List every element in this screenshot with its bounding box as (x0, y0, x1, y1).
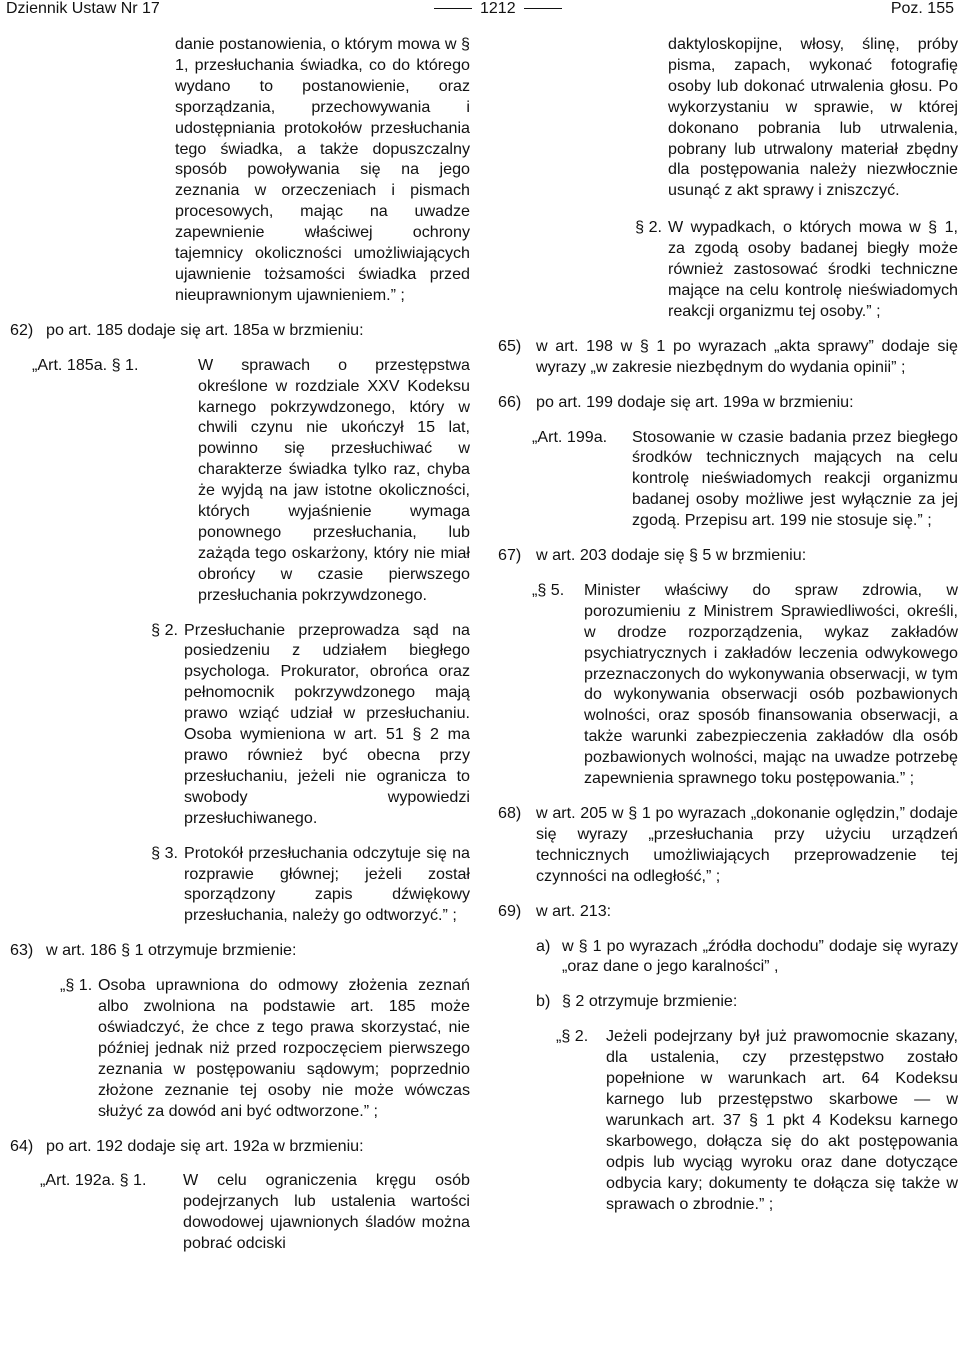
art-192a-continuation: daktyloskopijne, włosy, ślinę, próby pisma, zapach, wykonać fotografię osoby lub dokonać utrwalenia głosu. Po wykorzystaniu w sprawie, w której dokonano pobrania lub utrwalenia, pobrany lub utrwalony materiał zbędny dla postępowania należy niezwłocznie usunąć z akt sprawy i zniszczyć. (668, 35, 958, 200)
page-number (426, 0, 570, 20)
item-67 (498, 545, 958, 566)
art-185a-label: „Art. 185a. § 1. (32, 355, 139, 374)
art-192a-par-1 (10, 1170, 470, 1254)
art-199a-text: Stosowanie w czasie badania przez biegłego środków technicznych mających na celu kontrolę nieświadomych reakcji organizmu badanej osoby możliwe jest wyłącznie za jej zgodą. Przepisu art. 199 nie stosuje się.” ; (632, 427, 958, 530)
item-69-b-text: § 2 otrzymuje brzmienie: (562, 992, 738, 1011)
art-192a-par-2 (498, 217, 958, 322)
item-63 (10, 940, 470, 961)
item-64-text: po art. 192 dodaje się art. 192a w brzmieniu: (46, 1136, 364, 1155)
art-192a-text: W celu ograniczenia kręgu osób podejrzanych lub ustalenia wartości dowodowej ujawnionych śladów można pobrać odciski (183, 1171, 470, 1253)
item-68-text: w art. 205 w § 1 po wyrazach „dokonanie oględzin,” dodaje się wyrazy „przesłuchania przy użyciu urządzeń technicznych umożliwiających przeprowadzenie tej czynności na odległość,” ; (536, 804, 958, 885)
art-186-label: „§ 1. (60, 976, 93, 995)
art-185a-par-1-text: W sprawach o przestępstwa określone w rozdziale XXV Kodeksu karnego pokrzywdzonego, który w chwili czynu nie ukończył 15 lat, powinno się przesłuchiwać w charakterze świadka tylko raz, chyba że wyjdą na jaw istotne okoliczności, których wyjaśnienie wymaga ponownego przesłuchania, lub zażąda tego oskarżony, który nie miał obrońcy w czasie pierwszego przesłuchania pokrzywdzonego. (198, 355, 470, 604)
art-213-label: „§ 2. (556, 1027, 589, 1046)
dash-right (524, 8, 562, 9)
art-185a-par-2-text: Przesłuchanie przeprowadza sąd na posiedzeniu z udziałem biegłego psychologa. Prokurator, obrońca oraz pełnomocnik pokrzywdzonego mają prawo wziąć udział w przesłuchaniu. Osoba wymieniona w art. 51 § 2 ma prawo również być obecna przy przesłuchaniu, jeżeli nie ogranicza to swobody wypowiedzi przesłuchiwanego. (184, 620, 470, 827)
art-192a-label: „Art. 192a. § 1. (40, 1171, 147, 1190)
right-column (498, 34, 958, 1214)
position-number: Poz. 155 (890, 0, 954, 17)
item-63-label: 63) (10, 941, 34, 960)
item-67-label: 67) (498, 546, 522, 565)
item-69-a (498, 936, 958, 978)
item-67-text: w art. 203 dodaje się § 5 w brzmieniu: (536, 546, 807, 565)
page-number-value: 1212 (480, 0, 516, 17)
item-66-text: po art. 199 dodaje się art. 199a w brzmieniu: (536, 392, 854, 411)
item-65 (498, 336, 958, 378)
dash-left (434, 8, 472, 9)
item-62-label: 62) (10, 320, 34, 339)
item-69-label: 69) (498, 901, 522, 920)
art-203-par-5 (498, 580, 958, 789)
item-69-a-text: w § 1 po wyrazach „źródła dochodu” dodaje się wyrazy „oraz dane o jego karalności” , (562, 936, 958, 976)
art-213-text: Jeżeli podejrzany był już prawomocnie skazany, dla ustalenia, czy przestępstwo zostało popełnione w warunkach art. 64 Kodeksu karnego lub przestępstwo skarbowe — w warunkach art. 37 § 1 pkt 4 Kodeksu karnego skarbowego, dołącza się do akt postępowania odpis lub wyciąg wyroku oraz dane dotyczące odbycia kary; dokumenty te dołącza się także w sprawach o zbrodnie.” ; (606, 1027, 958, 1213)
item-68 (498, 803, 958, 887)
art-185a-par-1 (10, 355, 470, 606)
art-185a-par-2 (10, 620, 470, 829)
art-203-label: „§ 5. (532, 580, 565, 599)
art-185a-par-3-label: § 3. (151, 843, 178, 862)
item-64-label: 64) (10, 1136, 34, 1155)
journal-title: Dziennik Ustaw Nr 17 (6, 0, 160, 17)
left-column (10, 34, 470, 1254)
art-192a-par-2-label: § 2. (635, 218, 662, 237)
art-185a-par-3-text: Protokół przesłuchania odczytuje się na rozprawie głównej; jeżeli został sporządzony zapis dźwiękowy przesłuchania, należy go odtworzyć.” ; (184, 843, 470, 925)
art-186-par-1 (10, 975, 470, 1121)
item-69 (498, 901, 958, 922)
item-64 (10, 1136, 470, 1157)
item-63-text: w art. 186 § 1 otrzymuje brzmienie: (46, 941, 297, 960)
art-185a-par-2-label: § 2. (151, 620, 178, 639)
item-68-label: 68) (498, 804, 522, 822)
art-185a-par-3 (10, 843, 470, 927)
item-65-text: w art. 198 w § 1 po wyrazach „akta sprawy” dodaje się wyrazy „w zakresie niezbędnym do wydania opinii” ; (536, 336, 958, 376)
art-199a-label: „Art. 199a. (532, 427, 608, 446)
art-199a (498, 427, 958, 532)
item-69-b (498, 991, 958, 1012)
item-66 (498, 392, 958, 413)
item-69-text: w art. 213: (536, 901, 612, 920)
art-213-par-2 (498, 1026, 958, 1214)
item-62 (10, 320, 470, 341)
page-header (6, 0, 954, 22)
item-65-label: 65) (498, 336, 522, 355)
item-66-label: 66) (498, 392, 522, 411)
item-69-a-label: a) (536, 936, 551, 955)
art-192a-par-2-text: W wypadkach, o których mowa w § 1, za zgodą osoby badanej biegły może również zastosować środki techniczne mające na celu kontrolę nieświadomych reakcji organizmu tej osoby.” ; (668, 218, 958, 320)
art-203-text: Minister właściwy do spraw zdrowia, w porozumieniu z Ministrem Sprawiedliwości, określi, w drodze rozporządzenia, wykaz zakładów psychiatrycznych i zakładów leczenia odwykowego przeznaczonych do wykonywania obserwacji, w tym do wykonywania obserwacji osób pozbawionych wolności, oraz sposób finansowania obserwacji, a także warunki zabezpieczenia zakładów dla osób pozbawionych wolności, mając na uwadze potrzebę zapewnienia sprawnego toku postępowania.” ; (584, 580, 958, 788)
item-69-b-label: b) (536, 992, 551, 1011)
item-62-text: po art. 185 dodaje się art. 185a w brzmieniu: (46, 320, 364, 339)
art-185-continuation: danie postanowienia, o którym mowa w § 1, przesłuchania świadka, co do którego wydano to postanowienie, oraz sporządzania, przechowywania i udostępniania protokołów przesłuchania tego świadka, a także dopuszczalny sposób powoływania się na jego zeznania w orzeczeniach i pismach procesowych, mając na uwadze zapewnienie właściwej ochrony tajemnicy okoliczności umożliwiających ujawnienie tożsamości świadka przed nieuprawnionym ujawnieniem.” ; (175, 35, 470, 304)
art-186-text: Osoba uprawniona do odmowy złożenia zeznań albo zwolniona na podstawie art. 185 może oświadczyć, że chce z tego prawa skorzystać, nie później jednak niż przed rozpoczęciem pierwszego zeznania w postępowaniu sądowym; poprzednio złożone zeznanie tej osoby nie może wówczas służyć za dowód ani być odtworzone.” ; (98, 976, 470, 1120)
